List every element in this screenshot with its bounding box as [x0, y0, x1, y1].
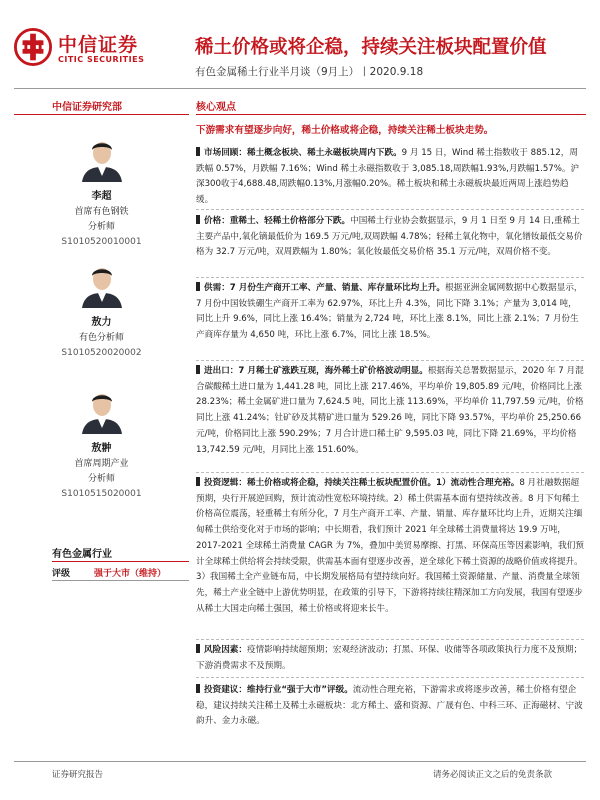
- paragraph-body: 根据亚洲金属网数据中心数据显示，7 月份中国钕铁硼生产商开工率为 62.97%，环比上升 4.3%，同比下降 3.1%；产量为 3,014 吨，同比上升 9.6%，同比上涨 16.4%；销量为 2,724 吨，环比上涨 8.1%，同比上涨 2.1%；7 月份生产商库存量为 4,650 吨，环比上涨 6.7%，同比上涨 18.5%。: [196, 283, 583, 341]
- paragraph-body: 中国稀土行业协会数据显示，9 月 1 日至 9 月 14 日,重稀土主要产品中,氧化镝最低价为 169.5 万元/吨,双周跌幅 4.78%；轻稀土氧化物中，氧化镨钕最低交易价格为 32.7 万元/吨，双周跌幅为 1.80%；氧化钕最低交易价格 35.1 万元/吨，双周价格不变。: [196, 216, 583, 258]
- brand-logo: [14, 28, 184, 78]
- industry-title: 有色金属行业: [52, 549, 112, 560]
- paragraph-body: 8 月社融数据超预期，央行开展逆回购，预计流动性宽松环境持续。2）稀土供需基本面有望持续改善。8 月下旬稀土价格高位震荡，轻重稀土有所分化，7 月生产商开工率、产量、销量、库存量环比均上升，近期关注缅甸稀土供给变化对于市场的影响；中长期看，我们预计 2021 年全球稀土消费量将达 19.9 万吨，2017-2021 全球稀土消费量 CAGR 为 7%，叠加中美贸易摩擦、打黑、环保高压等因素影响，我们预计全球稀土供给将会持续受限，供需基本面有望逐步改善，逆全球化下稀土资源的战略价值或将提升。3）我国稀土全产业链布局，中长期发展格局有望持续向好。我国稀土资源储量、产量、消费量全球领先，稀土产业全链中上游优势明显，在政策的引导下，下游将持续往精深加工方向发展，我国有望逐步从稀土大国走向稀土强国，稀土价格或将迎来长牛。: [196, 478, 584, 614]
- paragraph-separator: [196, 360, 584, 361]
- analyst-role: 首席周期产业: [74, 459, 129, 469]
- analyst-photo-icon: [80, 388, 124, 434]
- core-views-title: 核心观点: [196, 102, 236, 113]
- brand-name-cn: 中信证券: [58, 34, 139, 56]
- paragraph-separator: [196, 472, 584, 473]
- paragraph-supply-demand: [196, 281, 584, 344]
- bullet-icon: [196, 365, 200, 374]
- analyst-cert-id: S1010520020002: [61, 348, 142, 358]
- analyst-name: 敖力: [91, 317, 112, 328]
- footer-divider: [14, 761, 586, 762]
- paragraph-lead: 投资逻辑：稀土价格或将企稳，持续关注稀土板块配置价值。1）流动性合理充裕。: [204, 478, 520, 488]
- bullet-icon: [196, 477, 200, 486]
- footer-disclaimer: 请务必阅读正文之后的免责条款: [432, 770, 552, 780]
- footer-report-type: 证券研究报告: [52, 770, 104, 780]
- paragraph-separator: [196, 209, 584, 210]
- analyst-photo-icon: [80, 262, 124, 308]
- bullet-icon: [196, 147, 200, 156]
- report-title: 稀土价格或将企稳，持续关注板块配置价值: [195, 37, 547, 58]
- analyst-card: [14, 262, 189, 361]
- analyst-role-title: 分析师: [87, 474, 115, 484]
- analyst-role: 有色分析师: [78, 333, 124, 343]
- paragraph-lead: 进出口：7 月稀土矿涨跌互现，海外稀土矿价格波动明显。: [204, 366, 428, 376]
- research-dept: 中信证券研究部: [52, 102, 122, 113]
- paragraph-body: 9 月 15 日，Wind 稀土指数收于 885.12，周跌幅 0.57%，月跌幅 7.16%；Wind 稀土永磁指数收于 3,085.18,周跌幅1.93%,月跌幅1.57%。沪深300收于4,688.48,周跌幅0.13%,月涨幅0.20%。稀土板块和稀土永磁板块最近两周上涨趋势趋缓。: [196, 148, 580, 206]
- analyst-name: 敖翀: [91, 443, 112, 454]
- analyst-card: [14, 388, 189, 502]
- paragraph-body: 疫情影响持续超预期；宏观经济波动；打黑、环保、收储等各项政策执行力度不及预期；下游消费需求不及预期。: [196, 645, 583, 671]
- paragraph-lead: 市场回顾：稀土概念板块、稀土永磁板块周内下跌。: [204, 148, 402, 158]
- paragraph-price: [196, 214, 584, 261]
- paragraph-lead: 投资建议：维持行业“强于大市”评级。: [204, 685, 353, 695]
- paragraph-investment-logic: [196, 476, 584, 617]
- left-divider: [14, 114, 189, 115]
- rating-value: 强于大市（维持）: [94, 569, 167, 579]
- paragraph-separator: [196, 277, 584, 278]
- paragraph-import-export: [196, 364, 584, 458]
- analyst-role-title: 分析师: [87, 222, 115, 232]
- paragraph-lead: 风险因素：: [204, 645, 247, 655]
- core-divider: [196, 114, 586, 115]
- paragraph-body: 流动性合理充裕，下游需求或将逐步改善，稀土价格有望企稳，建议持续关注稀土及稀土永磁板块：北方稀土、盛和资源、广晟有色、中科三环、正海磁材、宁波韵升、金力永磁。: [196, 685, 583, 727]
- analyst-photo-icon: [80, 136, 124, 182]
- paragraph-investment-advice: [196, 683, 584, 730]
- paragraph-body: 根据海关总署数据显示，2020 年 7 月混合碳酸稀土进口量为 1,441.28 吨，同比上涨 217.46%，平均单价 19,805.89 元/吨，价格同比上涨 28.23%；稀土金属矿进口量为 7,624.5 吨，同比上涨 113.69%，平均单价 11,797.59 元/吨，价格同比上涨 41.24%；钍矿砂及其精矿进口量为 529.26 吨，同比下降 93.57%，平均单价 25,250.66 元/吨，价格同比上涨 590.29%；7 月合计进口稀土矿 9,595.03 吨，同比下降 21.69%，平均价格 13,742.59 元/吨，月同比上涨 151.60%。: [196, 366, 584, 455]
- rating-label: 评级: [52, 569, 71, 579]
- paragraph-risk-factors: [196, 643, 584, 674]
- brand-name-en: CITIC SECURITIES: [58, 55, 145, 64]
- analyst-role: 首席有色钢铁: [74, 207, 129, 217]
- paragraph-market-review: [196, 146, 584, 209]
- bullet-icon: [196, 644, 200, 653]
- paragraph-separator: [196, 639, 584, 640]
- core-headline: 下游需求有望逐步向好，稀土价格或将企稳，持续关注稀土板块走势。: [196, 125, 494, 136]
- report-subtitle: 有色金属稀土行业半月谈（9月上）丨2020.9.18: [195, 66, 424, 78]
- paragraph-lead: 价格：重稀土、轻稀土价格部分下跌。: [204, 216, 351, 226]
- industry-bottom-divider: [52, 580, 189, 581]
- bullet-icon: [196, 215, 200, 224]
- bullet-icon: [196, 282, 200, 291]
- analyst-card: [14, 136, 189, 250]
- analyst-cert-id: S1010515020001: [61, 489, 142, 499]
- analyst-name: 李超: [91, 191, 112, 202]
- paragraph-separator: [196, 677, 584, 678]
- industry-divider: [52, 561, 189, 562]
- analyst-cert-id: S1010520010001: [61, 237, 142, 247]
- citic-logo-icon: [14, 28, 52, 66]
- bullet-icon: [196, 684, 200, 693]
- header-divider: [14, 88, 586, 89]
- paragraph-lead: 供需：7 月份生产商开工率、产量、销量、库存量环比均上升。: [204, 283, 446, 293]
